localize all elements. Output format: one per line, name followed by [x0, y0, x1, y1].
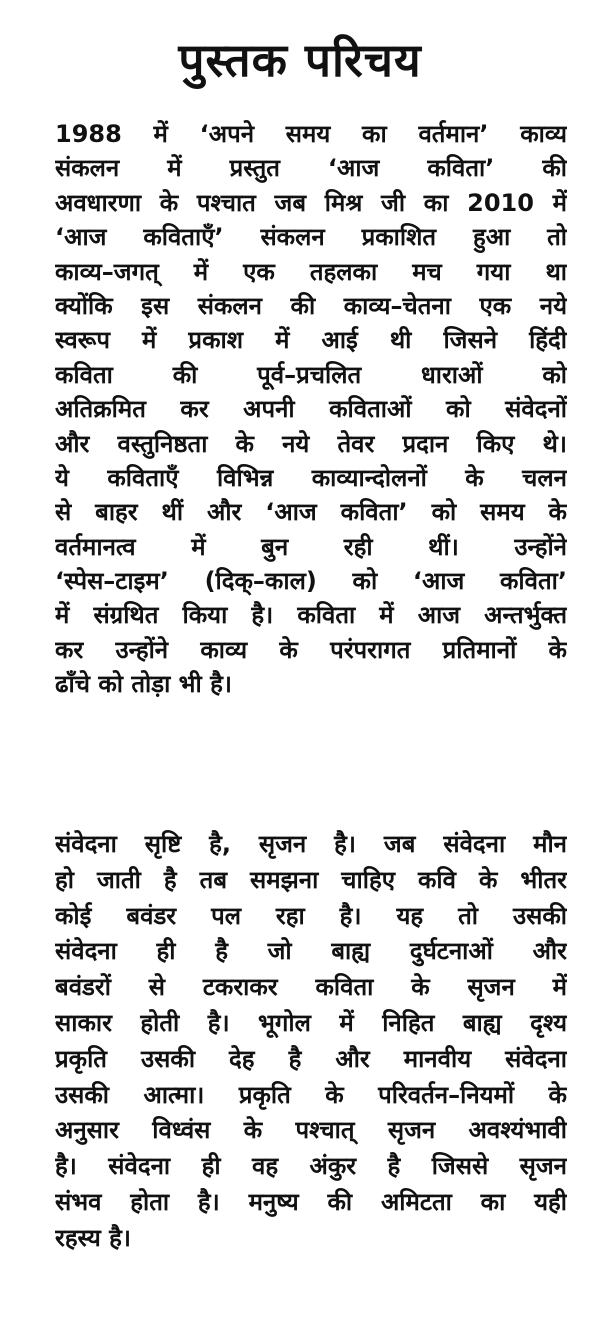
text-line: है। संवेदना ही वह अंकुर है जिससे सृजन: [55, 1152, 567, 1181]
text-line: अनुसार विध्वंस के पश्चात् सृजन अवश्यंभावी: [55, 1116, 567, 1145]
text-line: संवेदना सृष्टि है, सृजन है। जब संवेदना मौन: [55, 830, 567, 858]
text-line: संवेदना ही है जो बाह्य दुर्घटनाओं और: [55, 937, 567, 966]
text-line: काव्य–जगत् में एक तहलका मच गया था: [55, 257, 567, 286]
text-line: रहस्य है।: [55, 1223, 132, 1252]
text-line: हो जाती है तब समझना चाहिए कवि के भीतर: [55, 865, 567, 894]
text-line: वर्तमानत्व में बुन रही थीं। उन्होंने: [55, 532, 567, 561]
text-line: से बाहर थीं और ‘आज कविता’ को समय के: [55, 498, 567, 527]
text-line: कविता की पूर्व–प्रचलित धाराओं को: [55, 360, 567, 389]
text-line: कोई बवंडर पल रहा है। यह तो उसकी: [55, 901, 567, 930]
text-line: प्रकृति उसकी देह है और मानवीय संवेदना: [55, 1044, 567, 1073]
text-line: ढाँचे को तोड़ा भी है।: [55, 670, 232, 699]
text-line: साकार होती है। भूगोल में निहित बाह्य दृश्य: [55, 1008, 567, 1037]
text-line: स्वरूप में प्रकाश में आई थी जिसने हिंदी: [55, 326, 567, 355]
paragraph-1: [55, 117, 567, 702]
text-line: अवधारणा के पश्चात जब मिश्र जी का 2010 में: [55, 188, 567, 217]
text-line: उसकी आत्मा। प्रकृति के परिवर्तन–नियमों के: [55, 1080, 567, 1109]
page-title: पुस्तक परिचय: [178, 33, 422, 87]
text-line: अतिक्रमित कर अपनी कविताओं को संवेदनों: [55, 395, 567, 424]
text-line: संभव होता है। मनुष्य की अमिटता का यही: [55, 1187, 567, 1216]
text-line: 1988 में ‘अपने समय का वर्तमान’ काव्य: [55, 120, 567, 148]
text-line: ‘स्पेस–टाइम’ (दिक्–काल) को ‘आज कविता’: [55, 567, 567, 596]
text-line: कर उन्होंने काव्य के परंपरागत प्रतिमानों के: [55, 635, 567, 664]
text-line: में संग्रथित किया है। कविता में आज अन्तर्भुक्त: [55, 601, 567, 630]
text-line: बवंडरों से टकराकर कविता के सृजन में: [55, 973, 567, 1002]
text-line: ये कविताएँ विभिन्न काव्यान्दोलनों के चलन: [55, 463, 567, 492]
text-line: क्योंकि इस संकलन की काव्य–चेतना एक नये: [55, 291, 567, 320]
paragraph-2: [55, 827, 567, 1257]
text-line: संकलन में प्रस्तुत ‘आज कविता’ की: [55, 154, 567, 183]
text-line: और वस्तुनिष्ठता के नये तेवर प्रदान किए थे।: [55, 429, 567, 458]
text-line: ‘आज कविताएँ’ संकलन प्रकाशित हुआ तो: [55, 223, 567, 252]
